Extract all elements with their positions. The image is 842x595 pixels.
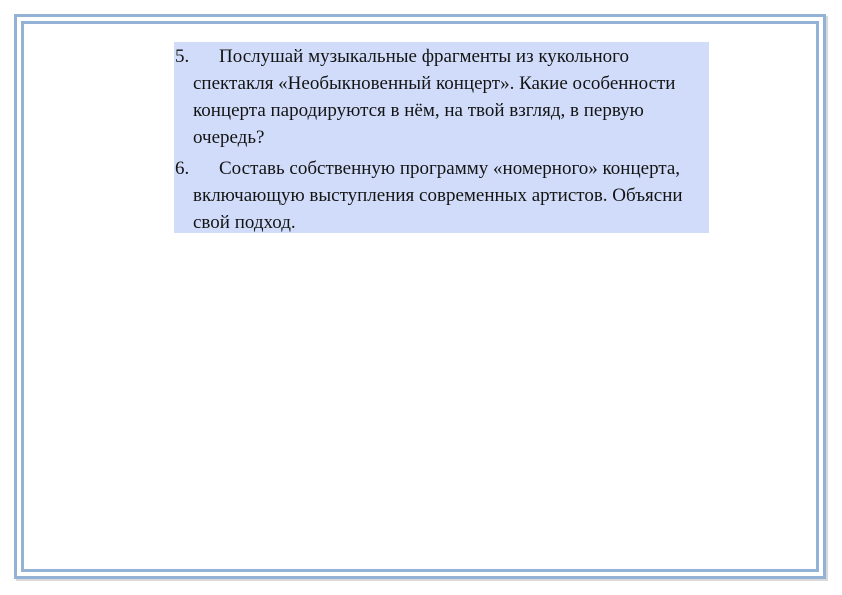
question-list — [174, 42, 709, 233]
list-item-6 — [174, 155, 703, 236]
list-item-text: Составь собственную программу «номерного» концерта, включающую выступления современных артистов. Объясни свой подход. — [193, 158, 683, 233]
list-item-5 — [174, 43, 703, 151]
list-item-text: Послушай музыкальные фрагменты из кукольного спектакля «Необыкновенный концерт». Какие особенности концерта пародируются в нём, на твой взгляд, в первую очередь? — [193, 46, 676, 148]
list-item-number: 5. — [175, 46, 190, 67]
list-item-number: 6. — [175, 158, 190, 179]
